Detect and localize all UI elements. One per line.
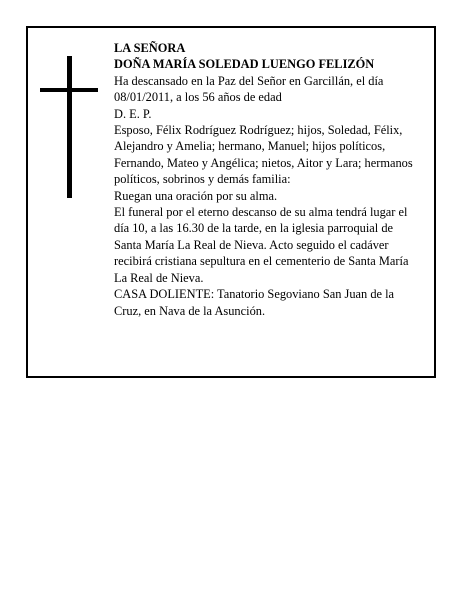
deceased-name: DOÑA MARÍA SOLEDAD LUENGO FELIZÓN — [114, 57, 375, 72]
funeral-details: El funeral por el eterno descanso de su alma tendrá lugar el día 10, a las 16.30 de la tarde, en la iglesia parroquial de Santa María La Real de Nieva. Acto seguido el cadáver recibirá cristiana sepultura en el cementerio de Santa María La Real de Nieva. — [114, 205, 409, 285]
cross-horizontal-bar — [40, 88, 98, 92]
obituary-notice — [26, 26, 436, 378]
mourning-house: CASA DOLIENTE: Tanatorio Segoviano San Juan de la Cruz, en Nava de la Asunción. — [114, 287, 395, 318]
rip-abbreviation: D. E. P. — [114, 106, 152, 121]
cross-vertical-bar — [67, 56, 72, 198]
prayer-request: Ruegan una oración por su alma. — [114, 188, 278, 203]
family-list: Esposo, Félix Rodríguez Rodríguez; hijos, Soledad, Félix, Alejandro y Amelia; hermano, Manuel; hijos políticos, Fernando, Mateo y Angélica; nietos, Aitor y Lara; hermanos políticos, sobrinos y demás familia: — [114, 123, 413, 187]
latin-cross-icon — [40, 56, 98, 198]
heading-title: LA SEÑORA — [114, 41, 186, 55]
notice-text-block — [114, 40, 414, 319]
death-statement: Ha descansado en la Paz del Señor en Garcillán, el día 08/01/2011, a los 56 años de edad — [114, 73, 384, 105]
